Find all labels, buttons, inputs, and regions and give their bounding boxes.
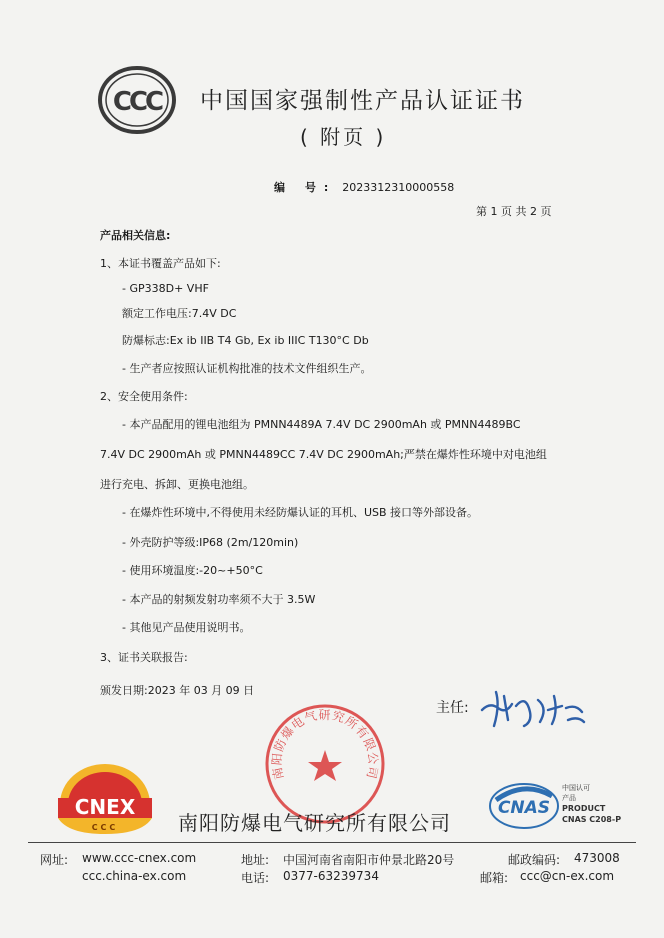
cnas-cn-line-1: 中国认可 xyxy=(562,784,590,792)
condition-ip-rating: - 外壳防护等级:IP68 (2m/120min) xyxy=(122,536,299,549)
cnas-logo-text: CNAS xyxy=(497,798,551,818)
cnex-logo-subtext: CCC xyxy=(91,823,119,832)
cnas-code: CNAS C208-P xyxy=(562,815,622,824)
footer-phone: 0377-63239734 xyxy=(283,869,379,883)
condition-rf-power: - 本产品的射频发射功率须不大于 3.5W xyxy=(122,593,316,606)
footer-divider xyxy=(28,842,636,843)
footer-postcode-label: 邮政编码: xyxy=(508,853,561,867)
ccc-logo-text: CCC xyxy=(112,87,162,117)
production-note: - 生产者应按照认证机构批准的技术文件组织生产。 xyxy=(122,362,372,375)
battery-line-3: 进行充电、拆卸、更换电池组。 xyxy=(100,478,254,491)
certificate-number-label: 编 号: xyxy=(274,181,337,194)
footer-phone-label: 电话: xyxy=(241,871,270,885)
cnas-en-label: PRODUCT xyxy=(562,804,606,813)
footer-postcode: 473008 xyxy=(574,851,620,865)
footer-web-label: 网址: xyxy=(40,853,69,867)
condition-temperature: - 使用环境温度:-20~+50°C xyxy=(122,564,263,577)
footer-email: ccc@cn-ex.com xyxy=(520,869,615,883)
product-model: - GP338D+ VHF xyxy=(122,282,209,295)
explosion-proof-mark: 防爆标志:Ex ib IIB T4 Gb, Ex ib IIIC T130°C Db xyxy=(122,334,369,347)
cnas-logo-icon xyxy=(486,778,626,832)
certificate-number xyxy=(274,179,454,195)
director-label: 主任: xyxy=(436,700,469,716)
footer-web-1: www.ccc-cnex.com xyxy=(82,851,197,865)
rated-voltage: 额定工作电压:7.4V DC xyxy=(122,307,237,320)
cnex-logo-text: CNEX xyxy=(74,795,136,819)
page-indicator: 第 1 页 共 2 页 xyxy=(476,205,552,218)
section-3-title: 3、证书关联报告: xyxy=(100,651,188,664)
issue-date: 颁发日期:2023 年 03 月 09 日 xyxy=(100,684,255,697)
certificate-number-value: 2023312310000558 xyxy=(342,181,455,194)
director-signature xyxy=(478,686,588,732)
section-1-title: 1、本证书覆盖产品如下: xyxy=(100,257,221,270)
footer-address-label: 地址: xyxy=(241,853,270,867)
section-2-title: 2、安全使用条件: xyxy=(100,390,188,403)
ccc-logo-icon xyxy=(98,66,176,134)
cnex-logo-icon xyxy=(52,764,158,836)
footer-address: 中国河南省南阳市仲景北路20号 xyxy=(283,853,455,867)
battery-line-2: 7.4V DC 2900mAh 或 PMNN4489CC 7.4V DC 2900mAh;严禁在爆炸性环境中对电池组 xyxy=(100,448,547,461)
condition-earphone: - 在爆炸性环境中,不得使用未经防爆认证的耳机、USB 接口等外部设备。 xyxy=(122,506,479,519)
seal-text: 南阳防爆电气研究所有限公司 xyxy=(269,707,381,781)
certificate-title: 中国国家强制性产品认证证书 xyxy=(200,88,525,114)
product-info-heading: 产品相关信息: xyxy=(100,229,171,242)
organization-name: 南阳防爆电气研究所有限公司 xyxy=(178,811,451,835)
footer-email-label: 邮箱: xyxy=(480,871,509,885)
condition-manual: - 其他见产品使用说明书。 xyxy=(122,621,251,634)
battery-line-1: - 本产品配用的锂电池组为 PMNN4489A 7.4V DC 2900mAh 或 PMNN4489BC xyxy=(122,418,521,431)
cnas-cn-line-2: 产品 xyxy=(562,794,576,802)
certificate-subtitle: ( 附页 ) xyxy=(300,125,387,149)
footer-web-2: ccc.china-ex.com xyxy=(82,869,187,883)
